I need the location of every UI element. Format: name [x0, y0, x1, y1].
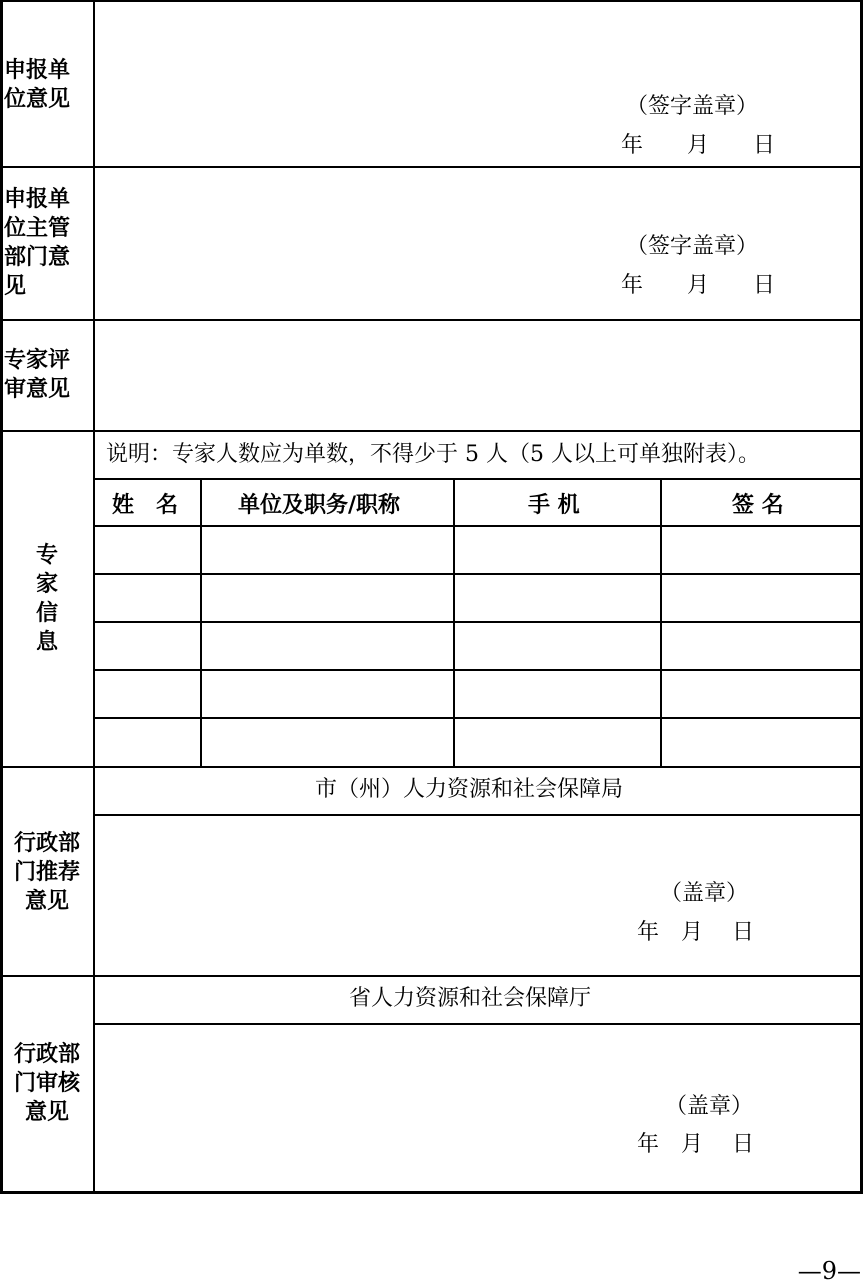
admin-recommend-date: 年 月 日 — [637, 920, 754, 945]
row-divider — [0, 430, 863, 432]
row-divider — [0, 166, 863, 168]
expert-info-label: 专 家 信 息 — [35, 543, 58, 655]
supervisor-opinion-sign: （签字盖章） — [626, 234, 759, 259]
row-divider — [0, 319, 863, 321]
border-right — [860, 0, 863, 1194]
unit-opinion-label: 申报单 位意见 — [4, 58, 71, 112]
admin-review-label: 行政部 门审核 意见 — [13, 1042, 80, 1125]
admin-recommend-sign: （盖章） — [660, 881, 749, 906]
border-top — [0, 0, 863, 2]
col-header-unit-title: 单位及职务/职称 — [238, 493, 401, 518]
unit-opinion-sign: （签字盖章） — [626, 94, 759, 119]
expert-review-label: 专家评 审意见 — [4, 348, 71, 402]
table-line — [93, 573, 861, 575]
supervisor-opinion-date: 年 月 日 — [621, 273, 776, 298]
col-header-name: 姓 名 — [112, 493, 179, 518]
row-divider — [0, 766, 863, 768]
admin-recommend-label: 行政部 门推荐 意见 — [13, 831, 80, 914]
label-column-divider — [93, 0, 95, 1194]
admin-recommend-org: 市（州）人力资源和社会保障局 — [315, 777, 624, 802]
border-bottom — [0, 1191, 863, 1194]
table-line — [93, 525, 861, 527]
supervisor-opinion-label: 申报单 位主管 部门意 见 — [4, 187, 71, 299]
col-header-phone: 手 机 — [528, 493, 580, 518]
admin-review-sign: （盖章） — [665, 1094, 754, 1119]
table-line — [453, 478, 455, 767]
admin-review-date: 年 月 日 — [637, 1132, 754, 1157]
table-line — [93, 621, 861, 623]
org-divider — [93, 1023, 861, 1025]
table-line — [93, 717, 861, 719]
unit-opinion-date: 年 月 日 — [621, 133, 776, 158]
table-line — [660, 478, 662, 767]
row-divider — [0, 975, 863, 977]
border-left — [0, 0, 3, 1194]
admin-review-org: 省人力资源和社会保障厅 — [349, 986, 592, 1011]
org-divider — [93, 814, 861, 816]
table-line — [93, 669, 861, 671]
expert-info-note: 说明：专家人数应为单数，不得少于 5 人（5 人以上可单独附表）。 — [106, 442, 760, 467]
col-header-signature: 签 名 — [732, 493, 784, 518]
page-number: —9— — [797, 1257, 861, 1285]
table-line — [93, 478, 861, 480]
table-line — [200, 478, 202, 767]
